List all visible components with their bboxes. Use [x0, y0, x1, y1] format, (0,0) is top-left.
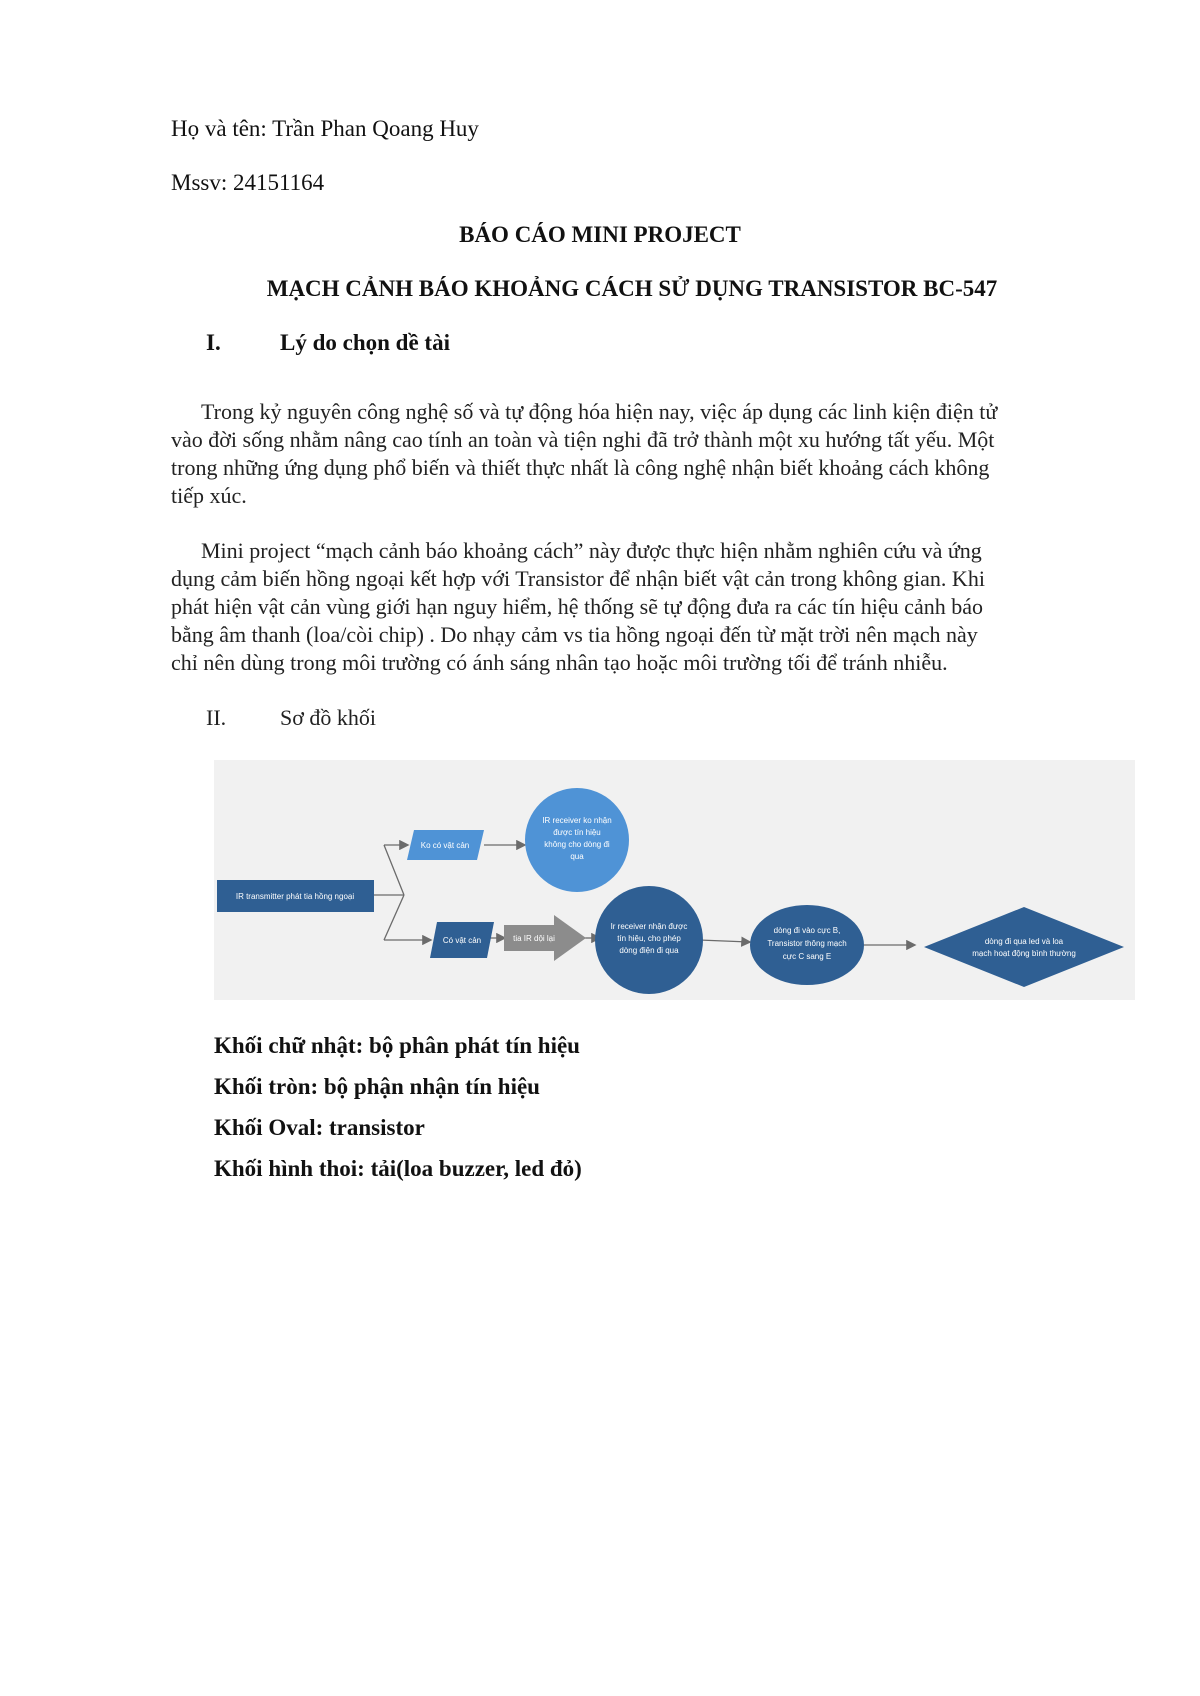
obstacle-block	[430, 922, 494, 958]
section-1-number: I.	[206, 330, 221, 355]
transistor-line: dòng đi vào cực B,	[773, 926, 841, 935]
transistor-line: Transistor thông mạch	[767, 939, 847, 948]
receiver-nopass-line: qua	[570, 852, 584, 861]
transistor-line: cực C sang E	[782, 952, 832, 961]
paragraph-2-line: phát hiện vật cản vùng giới hạn nguy hiểm, hệ thống sẽ tự động đưa ra các tín hiệu cảnh báo	[171, 594, 983, 619]
receiver-pass-block	[595, 886, 703, 994]
paragraph-1-line: tiếp xúc.	[171, 483, 247, 508]
receiver-nopass-block	[525, 788, 629, 892]
transmitter-label: IR transmitter phát tia hồng ngoại	[235, 892, 355, 901]
section-2-heading: Sơ đồ khối	[280, 705, 376, 730]
transmitter-block	[217, 880, 374, 912]
no-obstacle-label: Ko có vật cản	[420, 841, 470, 850]
paragraph-2-line: bằng âm thanh (loa/còi chip) . Do nhạy cảm vs tia hồng ngoại đến từ mặt trời nên mạch này	[171, 622, 978, 647]
load-line: dòng đi qua led và loa	[984, 937, 1064, 946]
legend-diamond: Khối hình thoi: tải(loa buzzer, led đỏ)	[214, 1156, 582, 1181]
legend-oval: Khối Oval: transistor	[214, 1115, 425, 1140]
block-diagram	[214, 760, 1135, 1000]
paragraph-1-line: trong những ứng dụng phổ biến và thiết thực nhất là công nghệ nhận biết khoảng cách không	[171, 455, 990, 480]
receiver-nopass-line: không cho dòng đi	[544, 840, 610, 849]
transistor-block	[750, 905, 864, 985]
load-block	[924, 907, 1124, 987]
receiver-nopass-line: IR receiver ko nhận	[542, 816, 612, 825]
obstacle-label: Có vật cản	[442, 936, 482, 945]
student-name-line: Họ và tên: Trần Phan Qoang Huy	[171, 116, 479, 141]
receiver-pass-line: Ir receiver nhận được	[610, 922, 688, 931]
paragraph-2-line: chỉ nên dùng trong môi trường có ánh sáng nhân tạo hoặc môi trường tối để tránh nhiễu.	[171, 650, 948, 675]
load-line: mạch hoạt động bình thường	[972, 949, 1076, 958]
receiver-pass-line: tín hiệu, cho phép	[617, 934, 681, 943]
section-1-heading: Lý do chọn dề tài	[280, 330, 450, 355]
reflect-block	[504, 915, 586, 961]
reflect-label: tia IR dội lại	[513, 934, 555, 943]
paragraph-1	[171, 398, 1091, 510]
no-obstacle-block	[407, 830, 484, 860]
paragraph-1-line: vào đời sống nhằm nâng cao tính an toàn và tiện nghi đã trở thành một xu hướng tất yếu. Một	[171, 427, 995, 452]
legend-rect: Khối chữ nhật: bộ phân phát tín hiệu	[214, 1033, 580, 1058]
project-title: MẠCH CẢNH BÁO KHOẢNG CÁCH SỬ DỤNG TRANSISTOR BC-547	[266, 276, 998, 301]
receiver-nopass-line: được tín hiệu	[553, 828, 601, 837]
receiver-pass-line: dòng điện đi qua	[619, 946, 679, 955]
paragraph-2-line: dụng cảm biến hồng ngoại kết hợp với Transistor để nhận biết vật cản trong không gian. Khi	[171, 566, 985, 591]
legend-circle: Khối tròn: bộ phận nhận tín hiệu	[214, 1074, 540, 1099]
report-title: BÁO CÁO MINI PROJECT	[459, 222, 741, 247]
paragraph-1-line: Trong kỷ nguyên công nghệ số và tự động hóa hiện nay, việc áp dụng các linh kiện điện tử	[201, 399, 998, 424]
paragraph-2-line: Mini project “mạch cảnh báo khoảng cách” này được thực hiện nhằm nghiên cứu và ứng	[201, 538, 982, 563]
section-2-number: II.	[206, 705, 227, 730]
student-id-line: Mssv: 24151164	[171, 170, 325, 195]
paragraph-2	[171, 537, 1091, 677]
